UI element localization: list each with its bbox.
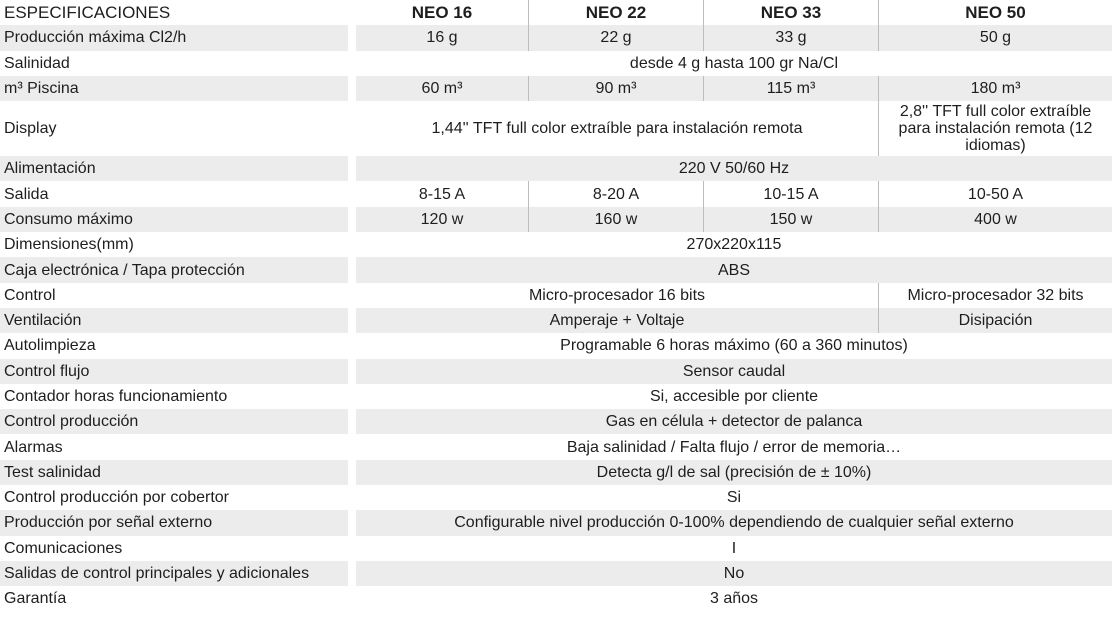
model-neo22-header: NEO 22 — [528, 0, 703, 25]
model-neo50-header: NEO 50 — [878, 0, 1112, 25]
row-label: Control producción — [0, 409, 356, 434]
cell-value: 60 m³ — [356, 76, 528, 101]
model-neo33-header: NEO 33 — [703, 0, 878, 25]
cell-value: 180 m³ — [878, 76, 1112, 101]
table-title: ESPECIFICACIONES — [4, 3, 171, 23]
cell-value: 120 w — [356, 207, 528, 232]
cell-value: 22 g — [528, 25, 703, 50]
table-row — [0, 586, 1112, 611]
table-row — [0, 333, 1112, 358]
table-row — [0, 510, 1112, 535]
table-row — [0, 409, 1112, 434]
table-row — [0, 536, 1112, 561]
cell-value: Sensor caudal — [356, 359, 1112, 384]
table-header-row — [0, 0, 1112, 25]
row-label: Producción máxima Cl2/h — [0, 25, 356, 50]
row-label: Alarmas — [4, 438, 63, 456]
row-label: Control flujo — [0, 359, 356, 384]
cell-value: 400 w — [878, 207, 1112, 232]
table-row — [0, 434, 1112, 459]
cell-value: 10-15 A — [703, 181, 878, 206]
row-label: Display — [4, 120, 57, 138]
table-row — [0, 232, 1112, 257]
table-row — [0, 51, 1112, 76]
row-label: Consumo máximo — [0, 207, 356, 232]
cell-value: 90 m³ — [528, 76, 703, 101]
row-label: Alimentación — [0, 156, 356, 181]
cell-value: Amperaje + Voltaje — [356, 308, 878, 333]
row-label: Ventilación — [0, 308, 356, 333]
row-label: Salinidad — [4, 54, 70, 72]
table-row — [0, 561, 1112, 586]
cell-value: No — [356, 561, 1112, 586]
cell-value: 33 g — [703, 25, 878, 50]
table-row — [0, 25, 1112, 50]
cell-value: desde 4 g hasta 100 gr Na/Cl — [629, 54, 839, 72]
row-label: Caja electrónica / Tapa protección — [0, 257, 356, 282]
cell-value: 8-20 A — [528, 181, 703, 206]
cell-value: Si, accesible por cliente — [649, 388, 819, 405]
row-label: Dimensiones(mm) — [4, 236, 134, 254]
table-row — [0, 101, 1112, 156]
row-label: Test salinidad — [0, 460, 356, 485]
row-label: Producción por señal externo — [0, 510, 356, 535]
cell-value: 160 w — [528, 207, 703, 232]
cell-value: 16 g — [356, 25, 528, 50]
row-label: Salida — [4, 185, 49, 203]
row-label: Garantía — [4, 590, 67, 608]
cell-value: 150 w — [703, 207, 878, 232]
cell-value: 50 g — [878, 25, 1112, 50]
cell-value: 3 años — [709, 590, 759, 608]
row-label: Control — [4, 286, 56, 304]
cell-value: Detecta g/l de sal (precisión de ± 10%) — [356, 460, 1112, 485]
cell-value: 220 V 50/60 Hz — [356, 156, 1112, 181]
cell-value: I — [731, 539, 737, 557]
cell-value: Micro-procesador 16 bits — [528, 286, 706, 304]
table-row — [0, 460, 1112, 485]
row-label: Autolimpieza — [4, 337, 96, 355]
table-row — [0, 257, 1112, 282]
cell-value: 270x220x115 — [686, 236, 782, 254]
table-row — [0, 207, 1112, 232]
cell-value: 115 m³ — [703, 76, 878, 101]
cell-value: 10-50 A — [878, 181, 1112, 206]
cell-value: Gas en célula + detector de palanca — [356, 409, 1112, 434]
cell-value: Baja salinidad / Falta flujo / error de memoria… — [566, 438, 902, 456]
table-row — [0, 485, 1112, 510]
cell-value: Micro-procesador 32 bits — [878, 283, 1112, 308]
model-neo16-header: NEO 16 — [411, 3, 473, 23]
cell-value: 2,8'' TFT full color extraíble para instalación remota (12 idiomas) — [878, 101, 1112, 156]
row-label: m³ Piscina — [0, 76, 356, 101]
table-row — [0, 283, 1112, 308]
table-row — [0, 76, 1112, 101]
row-label: Comunicaciones — [4, 539, 123, 557]
row-label: Salidas de control principales y adicionales — [0, 561, 356, 586]
cell-value: Si — [726, 489, 742, 507]
cell-value: 8-15 A — [418, 185, 466, 203]
row-label: Contador horas funcionamiento — [4, 388, 228, 405]
cell-value: Configurable nivel producción 0-100% dependiendo de cualquier señal externo — [356, 510, 1112, 535]
cell-value: Programable 6 horas máximo (60 a 360 minutos) — [560, 337, 908, 355]
table-row — [0, 308, 1112, 333]
table-row — [0, 359, 1112, 384]
row-label: Control producción por cobertor — [4, 489, 230, 507]
cell-value: ABS — [356, 257, 1112, 282]
cell-value: 1,44'' TFT full color extraíble para instalación remota — [431, 120, 803, 138]
cell-value: Disipación — [878, 308, 1112, 333]
table-row — [0, 156, 1112, 181]
table-row — [0, 384, 1112, 409]
table-row — [0, 181, 1112, 206]
